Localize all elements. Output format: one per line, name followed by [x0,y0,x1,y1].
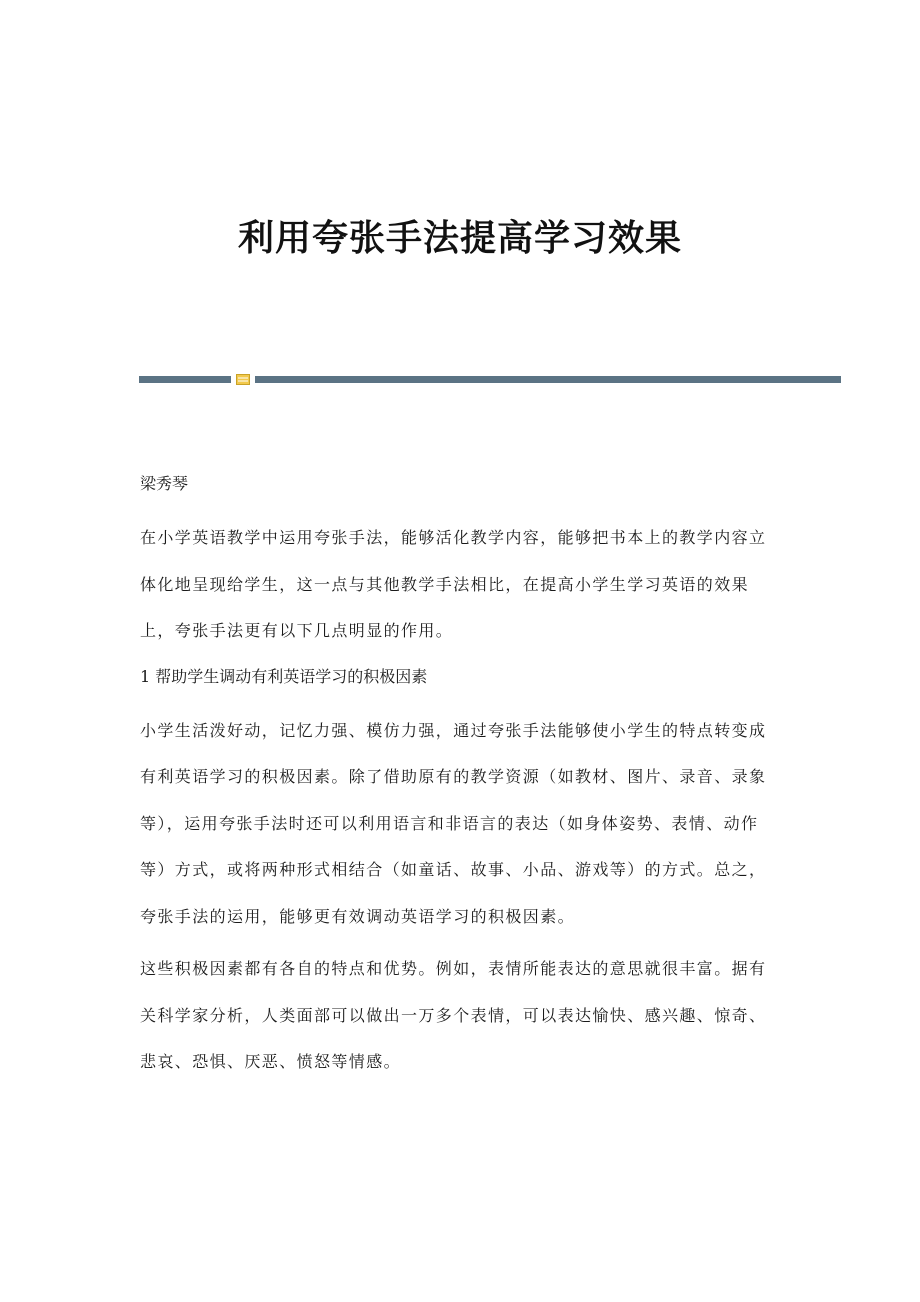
section-paragraph: 这些积极因素都有各自的特点和优势。例如，表情所能表达的意思就很丰富。据有关科学家分析，人类面部可以做出一万多个表情，可以表达愉快、感兴趣、惊奇、悲哀、恐惧、厌恶、愤怒等情感。 [140,959,767,1071]
author-name: 梁秀琴 [140,474,189,493]
intro-paragraph: 在小学英语教学中运用夸张手法，能够活化教学内容，能够把书本上的教学内容立体化地呈现给学生，这一点与其他教学手法相比，在提高小学生学习英语的效果上，夸张手法更有以下几点明显的作用。 [140,528,767,640]
section-heading: 1 帮助学生调动有利英语学习的积极因素 [140,666,428,686]
divider-bar-right [255,376,841,383]
page-title: 利用夸张手法提高学习效果 [237,217,682,259]
divider-bar-left [139,376,231,383]
divider-ornament-icon [236,374,250,385]
title-divider [139,374,841,386]
document-body [140,468,780,1092]
section-paragraph: 小学生活泼好动，记忆力强、模仿力强，通过夸张手法能够使小学生的特点转变成有利英语学习的积极因素。除了借助原有的教学资源（如教材、图片、录音、录象等），运用夸张手法时还可以利用语言和非语言的表达（如身体姿势、表情、动作等）方式，或将两种形式相结合（如童话、故事、小品、游戏等）的方式。总之，夸张手法的运用，能够更有效调动英语学习的积极因素。 [140,720,767,926]
